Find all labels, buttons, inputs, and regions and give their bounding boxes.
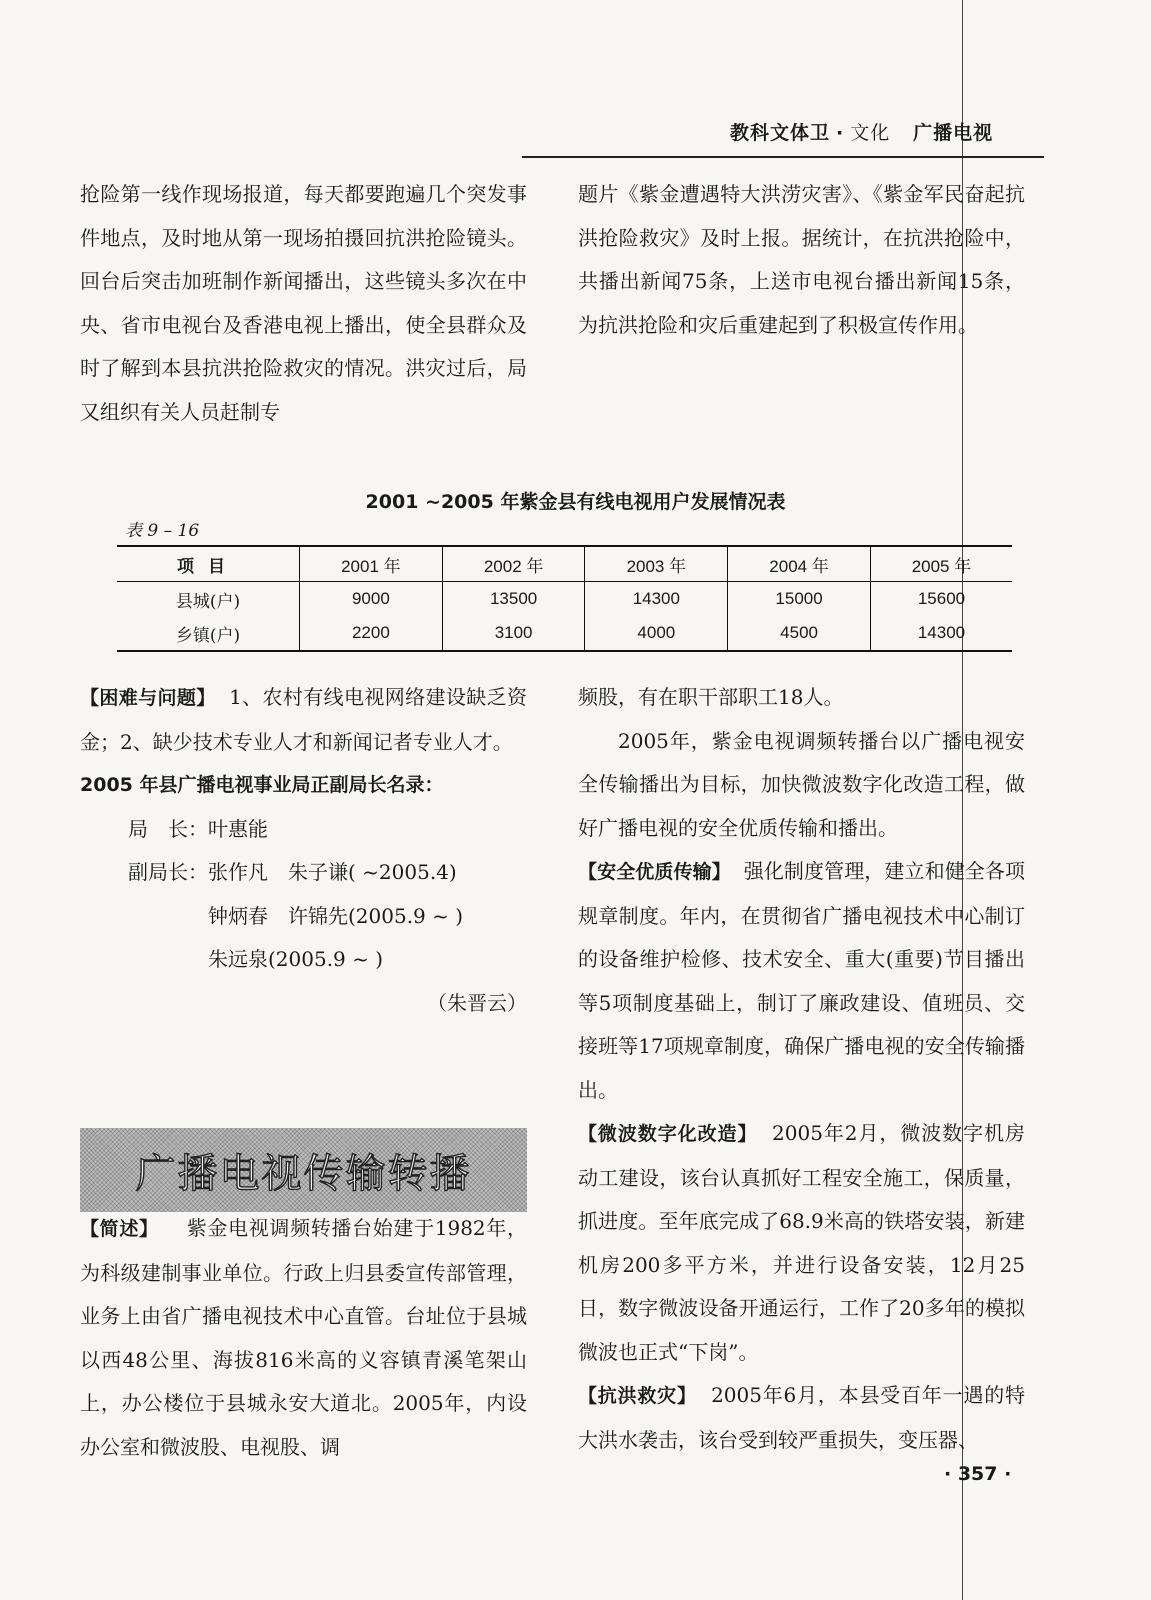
- header-rule: [522, 156, 1044, 158]
- leader-row: 朱远泉(2005.9 ~ ): [208, 947, 384, 971]
- flood-text: 2005年6月，本县受百年一遇的特大洪水袭击，该台受到较严重损失，变压器、: [578, 1383, 1026, 1452]
- intro-text: 紫金电视调频转播台始建于1982年，为科级建制事业单位。行政上归县委宣传部管理，业务上由省广播电视技术中心直管。台址位于县城以西48公里、海拔816米高的义容镇青溪笔架山上，办公楼位于县城永安大道北。2005年，内设办公室和微波股、电视股、调: [80, 1216, 527, 1459]
- section-banner: [80, 1128, 527, 1212]
- right-column: [578, 676, 1025, 1462]
- safety-text: 强化制度管理，建立和健全各项规章制度。年内，在贯彻省广播电视技术中心制订的设备维护检修、技术安全、重大(重要)节目播出等5项制度基础上，制订了廉政建设、值班员、交接班等17项规章制度，确保广播电视的安全传输播出。: [578, 859, 1025, 1102]
- top-right-text: 题片《紫金遭遇特大洪涝灾害》、《紫金军民奋起抗洪抢险救灾》及时上报。据统计，在抗洪抢险中，共播出新闻75条，上送市电视台播出新闻15条，为抗洪抢险和灾后重建起到了积极宣传作用。: [578, 182, 1025, 337]
- table-number: 表 9 – 16: [125, 521, 200, 541]
- header-cell: 2003 年: [585, 546, 728, 582]
- table-cell: 13500: [442, 582, 585, 617]
- problems-text: 1、农村有线电视网络建设缺乏资金；2、缺少技术专业人才和新闻记者专业人才。: [80, 685, 527, 754]
- microwave-text: 2005年2月，微波数字机房动工建设，该台认真抓好工程安全施工，保质量，抓进度。至年底完成了68.9米高的铁塔安装，新建机房200多平方米，并进行设备安装，12月25日，数字微波设备开通运行，工作了20多年的模拟微波也正式“下岗”。: [578, 1121, 1025, 1364]
- header-cell: 2004 年: [728, 546, 871, 582]
- flood-tag: 【抗洪救灾】: [578, 1385, 697, 1407]
- table-cell: 9000: [300, 582, 443, 617]
- goal-paragraph: 2005年，紫金电视调频转播台以广播电视安全传输播出为目标，加快微波数字化改造工程，做好广播电视的安全优质传输和播出。: [578, 728, 1025, 840]
- intro-tag: 【简述】: [80, 1218, 159, 1240]
- author-credit: （朱晋云）: [427, 990, 527, 1015]
- table-row: [117, 582, 1012, 617]
- header-cell: 2002 年: [442, 546, 585, 582]
- flood-paragraph: [578, 1374, 1025, 1462]
- table-title: 2001 ~2005 年紫金县有线电视用户发展情况表: [365, 491, 786, 513]
- microwave-tag: 【微波数字化改造】: [578, 1123, 758, 1145]
- row-label: 县城(户): [175, 591, 241, 612]
- cable-tv-table: [117, 545, 1012, 652]
- running-header: [730, 118, 993, 145]
- header-cell: 2005 年: [870, 546, 1012, 582]
- table-row: [117, 616, 1012, 651]
- problems-paragraph: [80, 676, 527, 764]
- staff-paragraph: 频股，有在职干部职工18人。: [578, 685, 844, 709]
- leader-row: 局 长：叶惠能: [128, 816, 268, 841]
- table-header-row: [117, 546, 1012, 582]
- table-cell: 3100: [442, 616, 585, 651]
- table-cell: 14300: [585, 582, 728, 617]
- top-right-column: [578, 173, 1025, 347]
- left-column: [80, 676, 527, 1025]
- safety-paragraph: [578, 850, 1025, 1112]
- leader-row: 副局长：张作凡 朱子谦( ~2005.4): [128, 860, 457, 884]
- header-sub: 文化: [850, 122, 891, 144]
- table-cell: 15600: [870, 582, 1012, 617]
- top-left-text: 抢险第一线作现场报道，每天都要跑遍几个突发事件地点，及时地从第一现场拍摄回抗洪抢险镜头。回台后突击加班制作新闻播出，这些镜头多次在中央、省市电视台及香港电视上播出，使全县群众及时了解到本县抗洪抢险救灾的情况。洪灾过后，局又组织有关人员赶制专: [80, 182, 527, 424]
- row-label: 乡镇(户): [175, 625, 241, 646]
- intro-paragraph: [80, 1207, 527, 1469]
- table-cell: 4000: [585, 616, 728, 651]
- header-cell: 项目: [117, 546, 300, 582]
- safety-tag: 【安全优质传输】: [578, 861, 731, 883]
- header-topic: 广播电视: [913, 122, 994, 144]
- problems-tag: 【困难与问题】: [80, 687, 216, 709]
- page-number: · 357 ·: [944, 1463, 1012, 1485]
- section-banner-title: 广播电视传输转播: [135, 1150, 472, 1197]
- header-cell: 2001 年: [300, 546, 443, 582]
- top-left-column: [80, 173, 527, 434]
- header-dot: ·: [836, 122, 845, 144]
- header-section: 教科文体卫: [730, 122, 831, 144]
- leaders-title: 2005 年县广播电视事业局正副局长名录：: [80, 774, 444, 796]
- table-cell: 15000: [728, 582, 871, 617]
- table-cell: 4500: [728, 616, 871, 651]
- intro-column: [80, 1207, 527, 1469]
- table-cell: 2200: [300, 616, 443, 651]
- leader-row: 钟炳春 许锦先(2005.9 ~ ): [208, 903, 464, 928]
- table-cell: 14300: [870, 616, 1012, 651]
- microwave-paragraph: [578, 1112, 1025, 1374]
